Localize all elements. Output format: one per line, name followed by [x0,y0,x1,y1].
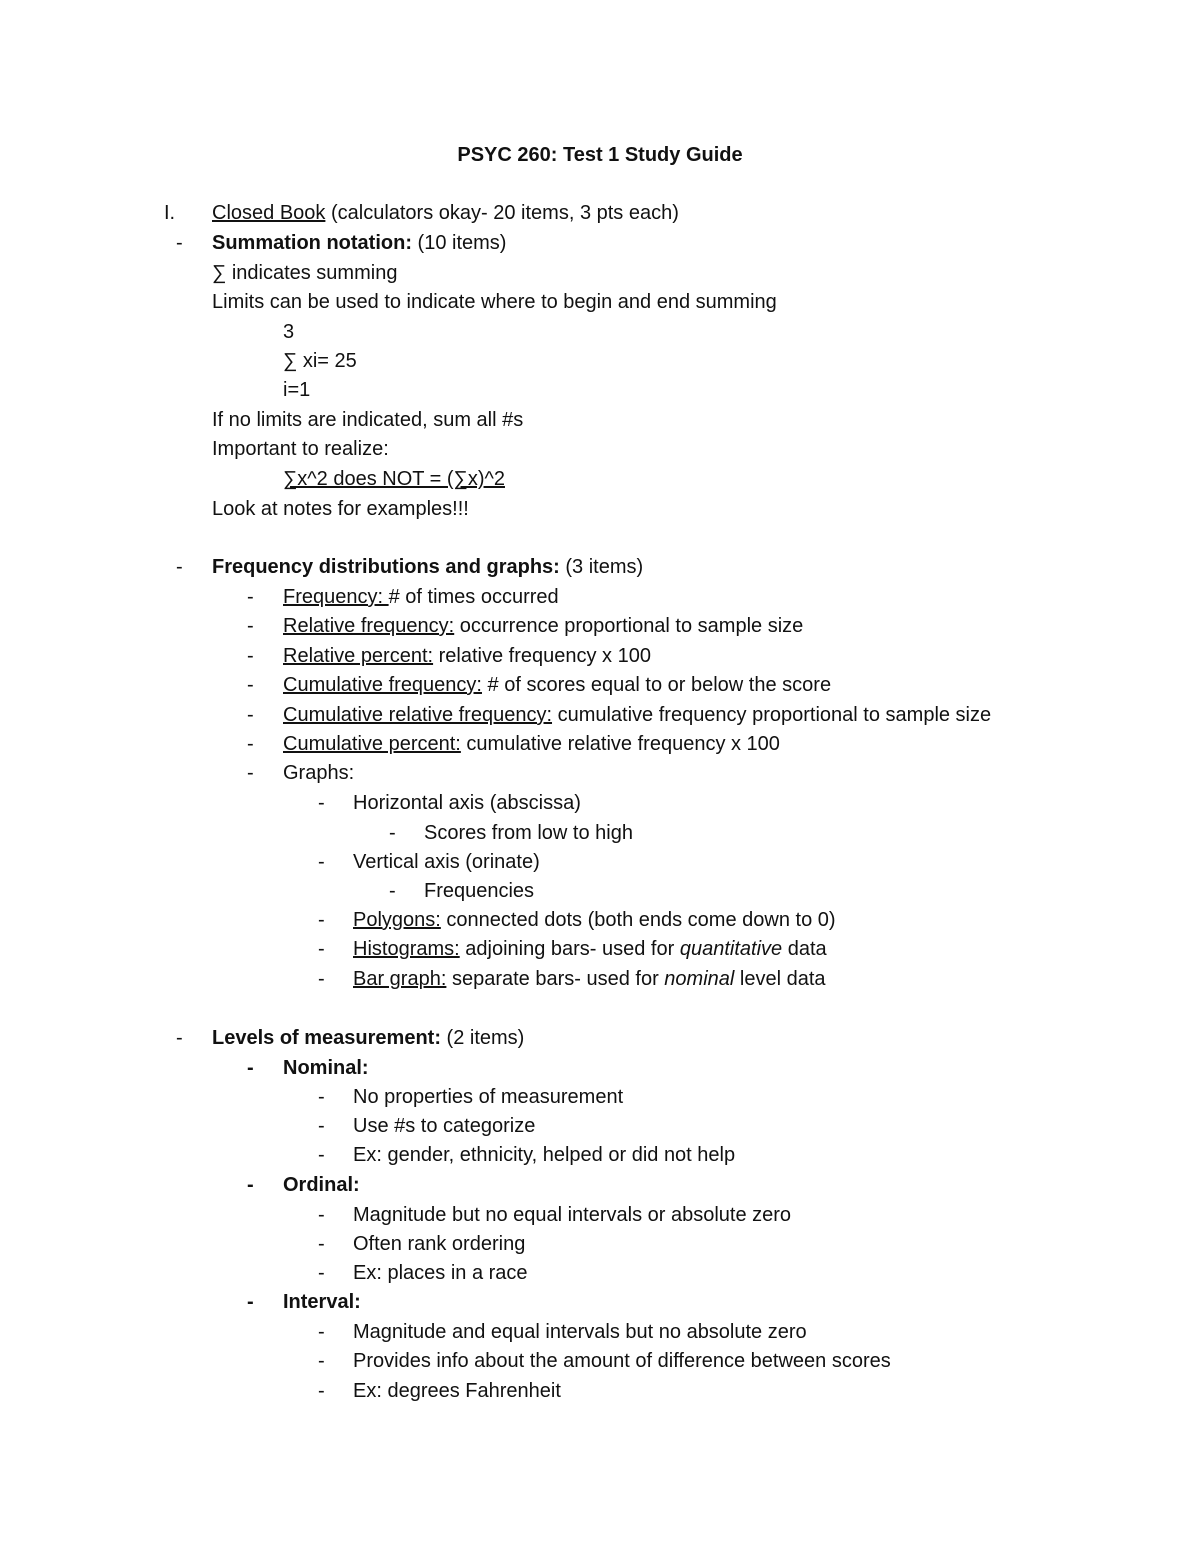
section-numeral: I. [164,202,176,224]
important-formula: ∑x^2 does NOT = (∑x)^2 [283,468,505,490]
bullet-dash: - [247,1291,254,1313]
definition: relative frequency x 100 [433,645,651,667]
term: Cumulative percent: [283,733,461,755]
interval-item: Ex: degrees Fahrenheit [353,1380,561,1402]
term: Polygons: [353,909,441,931]
formula-upper-limit: 3 [283,321,295,343]
nominal-item: Use #s to categorize [353,1115,536,1137]
summation-line: If no limits are indicated, sum all #s [212,409,524,431]
summation-label: Summation notation: [212,232,412,254]
summation-count: (10 items) [411,232,507,254]
horizontal-axis: Horizontal axis (abscissa) [353,792,581,814]
definition: connected dots (both ends come down to 0) [440,909,836,931]
bullet-dash: - [247,674,254,696]
bullet-dash: - [247,586,254,608]
definition: occurrence proportional to sample size [454,615,804,637]
term: Relative frequency: [283,615,455,637]
definition: # of scores equal to or below the score [481,674,832,696]
interval-item: Magnitude and equal intervals but no absolute zero [353,1321,807,1343]
ordinal-item: Often rank ordering [353,1233,526,1255]
bullet-dash: - [247,704,254,726]
term: Cumulative frequency: [283,674,482,696]
bullet-dash: - [247,1057,254,1079]
term: Frequency: [283,586,389,608]
bullet-dash: - [318,909,325,931]
bullet-dash: - [318,1321,325,1343]
bullet-dash: - [176,556,183,578]
nominal-item: Ex: gender, ethnicity, helped or did not help [353,1144,736,1166]
bullet-dash: - [318,1350,325,1372]
term: Bar graph: [353,968,447,990]
ordinal-item: Magnitude but no equal intervals or absolute zero [353,1204,792,1226]
summation-closing: Look at notes for examples!!! [212,498,469,520]
bullet-dash: - [318,1086,325,1108]
levels-label: Levels of measurement: [212,1027,441,1049]
bullet-dash: - [318,968,325,990]
bullet-dash: - [389,880,396,902]
bullet-dash: - [247,645,254,667]
definition: adjoining bars- used for [459,938,680,960]
term: Relative percent: [283,645,434,667]
summation-line: Important to realize: [212,438,389,460]
bullet-dash: - [318,1233,325,1255]
emphasis: quantitative [679,938,783,960]
bullet-dash: - [247,762,254,784]
nominal-label: Nominal: [283,1057,369,1079]
definition: cumulative frequency proportional to sample size [552,704,992,726]
bullet-dash: - [176,1027,183,1049]
definition-end: level data [734,968,826,990]
page-title: PSYC 260: Test 1 Study Guide [457,144,743,166]
frequency-count: (3 items) [559,556,644,578]
definition-end: data [782,938,827,960]
ordinal-item: Ex: places in a race [353,1262,528,1284]
vertical-axis: Vertical axis (orinate) [353,851,540,873]
bullet-dash: - [318,938,325,960]
term: Cumulative relative frequency: [283,704,553,726]
bullet-dash: - [318,1144,325,1166]
frequency-label: Frequency distributions and graphs: [212,556,560,578]
ordinal-label: Ordinal: [283,1174,360,1196]
graphs-label: Graphs: [283,762,355,784]
summation-line: ∑ indicates summing [212,262,398,284]
bullet-dash: - [247,733,254,755]
bullet-dash: - [247,1174,254,1196]
interval-item: Provides info about the amount of difference between scores [353,1350,891,1372]
levels-count: (2 items) [440,1027,525,1049]
bullet-dash: - [318,1380,325,1402]
formula-lower-limit: i=1 [283,379,311,401]
closed-book-heading: Closed Book [212,202,326,224]
definition: separate bars- used for [446,968,665,990]
bullet-dash: - [318,792,325,814]
definition: # of times occurred [388,586,559,608]
bullet-dash: - [318,1262,325,1284]
closed-book-detail: (calculators okay- 20 items, 3 pts each) [325,202,679,224]
interval-label: Interval: [283,1291,361,1313]
bullet-dash: - [318,1115,325,1137]
definition: cumulative relative frequency x 100 [460,733,780,755]
horizontal-axis-detail: Scores from low to high [424,822,633,844]
summation-line: Limits can be used to indicate where to begin and end summing [212,291,777,313]
vertical-axis-detail: Frequencies [424,880,535,902]
bullet-dash: - [318,851,325,873]
term: Histograms: [353,938,460,960]
nominal-item: No properties of measurement [353,1086,624,1108]
bullet-dash: - [389,822,396,844]
bullet-dash: - [247,615,254,637]
formula-sum: ∑ xi= 25 [283,350,357,372]
bullet-dash: - [176,232,183,254]
emphasis: nominal [664,968,735,990]
bullet-dash: - [318,1204,325,1226]
